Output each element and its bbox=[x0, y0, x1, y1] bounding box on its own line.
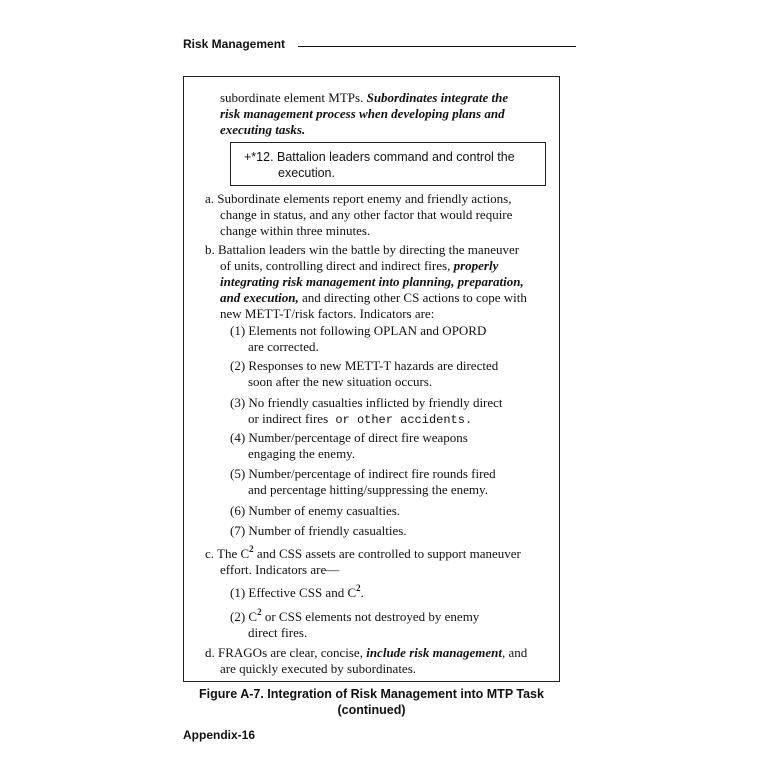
intro-plain: subordinate element MTPs. bbox=[220, 90, 367, 105]
running-header: Risk Management bbox=[183, 37, 286, 51]
item-a-line-1: a. Subordinate elements report enemy and friendly actions, bbox=[205, 191, 512, 206]
item-d-line-1 bbox=[205, 645, 527, 662]
item-c-text-a: c. The C bbox=[205, 546, 250, 561]
figure-caption-line-2: (continued) bbox=[337, 703, 406, 717]
item-b-line-3: integrating risk management into planning, preparation, bbox=[220, 274, 524, 289]
indicator-7: (7) Number of friendly casualties. bbox=[230, 523, 407, 538]
indicator-1-line-2: are corrected. bbox=[248, 339, 319, 354]
intro-line-3: executing tasks. bbox=[220, 122, 306, 137]
figure-caption bbox=[183, 686, 560, 718]
task-line-1: +*12. Battalion leaders command and control the bbox=[244, 150, 515, 164]
item-d-end: , and bbox=[502, 645, 528, 660]
item-c-indicator-2-line-1 bbox=[230, 609, 479, 626]
item-b-line-5: new METT-T/risk factors. Indicators are: bbox=[220, 306, 435, 321]
indicator-3-plain: or indirect fires bbox=[248, 411, 329, 426]
indicator-1-line-1: (1) Elements not following OPLAN and OPORD bbox=[230, 323, 487, 338]
item-c-ind2-text: (2) C bbox=[230, 609, 258, 624]
item-c-text-b: and CSS assets are controlled to support maneuver bbox=[253, 546, 521, 561]
item-c-superscript: 2 bbox=[249, 544, 254, 554]
indicator-5-line-1: (5) Number/percentage of indirect fire rounds fired bbox=[230, 466, 496, 481]
indicator-2-line-1: (2) Responses to new METT-T hazards are directed bbox=[230, 358, 499, 373]
intro-line-2: risk management process when developing plans and bbox=[220, 106, 505, 121]
item-c-ind1-end: . bbox=[360, 585, 364, 600]
indicator-4-line-1: (4) Number/percentage of direct fire weapons bbox=[230, 430, 468, 445]
item-b-plain-2: and directing other CS actions to cope with bbox=[298, 290, 527, 305]
item-c-indicator-1 bbox=[230, 585, 364, 602]
indicator-2-line-2: soon after the new situation occurs. bbox=[248, 374, 433, 389]
task-statement bbox=[244, 150, 515, 181]
indicator-3-mono: or other accidents. bbox=[328, 413, 473, 427]
intro-emphasis: Subordinates integrate the bbox=[366, 90, 509, 105]
header-rule bbox=[298, 46, 576, 47]
item-d-line-2: are quickly executed by subordinates. bbox=[220, 661, 417, 676]
task-line-2: execution. bbox=[278, 165, 335, 180]
item-c-ind2-superscript: 2 bbox=[257, 607, 262, 617]
indicator-3-line-1: (3) No friendly casualties inflicted by friendly direct bbox=[230, 395, 503, 410]
figure-caption-line-1: Figure A-7. Integration of Risk Management into MTP Task bbox=[199, 687, 544, 701]
item-b-emphasis-2: and execution, bbox=[220, 290, 299, 305]
item-c-line-2: effort. Indicators are— bbox=[220, 562, 340, 577]
item-d-plain: d. FRAGOs are clear, concise, bbox=[205, 645, 367, 660]
item-b-emphasis: properly bbox=[453, 258, 499, 273]
indicator-6: (6) Number of enemy casualties. bbox=[230, 503, 401, 518]
indicator-4-line-2: engaging the enemy. bbox=[248, 446, 356, 461]
item-b-line-2 bbox=[220, 258, 498, 275]
item-c-ind2-text-b: or CSS elements not destroyed by enemy bbox=[261, 609, 480, 624]
item-c-ind1-text: (1) Effective CSS and C bbox=[230, 585, 357, 600]
item-c-ind1-superscript: 2 bbox=[356, 583, 361, 593]
page-footer: Appendix-16 bbox=[183, 728, 256, 742]
item-c-indicator-2-line-2: direct fires. bbox=[248, 625, 308, 640]
indicator-3-line-2 bbox=[248, 411, 472, 429]
item-d-emphasis: include risk management bbox=[366, 645, 503, 660]
item-a-line-3: change within three minutes. bbox=[220, 223, 371, 238]
indicator-5-line-2: and percentage hitting/suppressing the enemy. bbox=[248, 482, 488, 497]
item-b-plain: of units, controlling direct and indirect fires, bbox=[220, 258, 454, 273]
item-b-line-4 bbox=[220, 290, 527, 307]
item-b-line-1: b. Battalion leaders win the battle by directing the maneuver bbox=[205, 242, 520, 257]
item-c-line-1 bbox=[205, 546, 521, 563]
item-a-line-2: change in status, and any other factor that would require bbox=[220, 207, 513, 222]
intro-line-1 bbox=[220, 90, 508, 107]
